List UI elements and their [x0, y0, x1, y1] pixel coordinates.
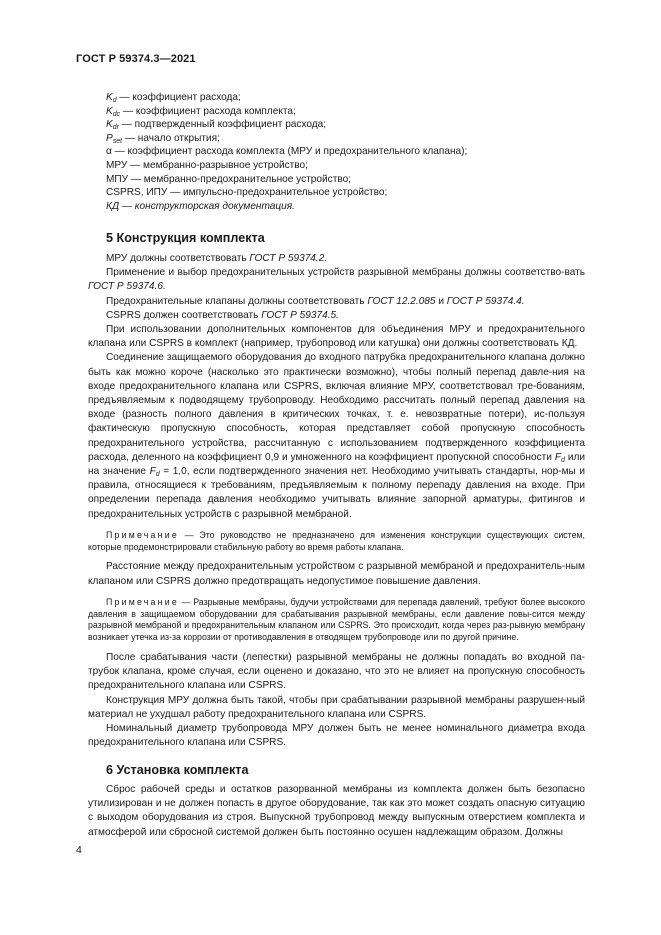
definition-item: $K_d$ — коэффициент расхода; — [106, 92, 241, 104]
section-5-title: 5 Конструкция комплекта — [106, 231, 265, 245]
paragraph: Расстояние между предохранительным устройством с разрывной мембраной и предохранитель-ным клапаном или CSPRS должно предотвращать недопустимое повышение давления. — [88, 561, 585, 587]
paragraph: Сброс рабочей среды и остатков разорванной мембраны из комплекта должен быть безопасно утилизирован и не должен попасть в другое оборудование, так как это может создать опасную ситуацию с выходом оборудования из строя. Выпускной трубопровод между выпускным отверстием комплекта и атмосферой или сбросной системой должен быть постоянно осушен надлежащим образом. Должны — [88, 784, 585, 838]
section-5-body — [88, 252, 585, 750]
paragraph: CSPRS должен соответствовать ГОСТ Р 59374.5. — [106, 309, 339, 321]
paragraph: Предохранительные клапаны должны соответствовать ГОСТ 12.2.085 и ГОСТ Р 59374.4. — [106, 295, 525, 307]
standard-reference: ГОСТ Р 59374.6. — [88, 281, 166, 293]
definition-item: CSPRS, ИПУ — импульсно-предохранительное устройство; — [106, 187, 388, 199]
definition-item: $K_{dc}$ — коэффициент расхода комплекта; — [106, 105, 296, 118]
standard-reference: ГОСТ Р 59374.2. — [249, 253, 328, 264]
definition-item: $K_{dr}$ — подтвержденный коэффициент расхода; — [106, 119, 327, 132]
paragraph: Соединение защищаемого оборудования до входного патрубка предохранительного клапана должно быть как можно короче (насколько это практически возможно), чтобы полный перепад давле-ния на входе предохранительного клапана или CSPRS, включая влияние МРУ, соответствовал тре-бованиям, предъявляемым к подводящему трубопроводу. Необходимо рассчитать полный перепад давления на входе (разность полного давления в критических точках, т. е. невозвратные потери), ис-пользуя фактическую пропускную способность, которая представляет собой пропускную способность предохранительного устройства, рассчитанную с использованием подтвержденного коэффициента расхода, деленного на коэффициент 0,9 и умноженного на коэффициент пропускной способности $F_d$ или на значение $F_d = 1,0$, если подтвержденного значения нет. Необходимо учитывать стандарты, нор-мы и правила, относящиеся к требованиям, предъявляемым к полному перепаду давления на входе. При определении перепада давления необходимо учитывать влияние запорной арматуры, фитингов и предохранительных устройств с разрывной мембраной. — [88, 352, 586, 520]
paragraph: При использовании дополнительных компонентов для объединения МРУ и предохранительного клапана или CSPRS в комплект (например, трубопровод или катушка) они должны соответствовать КД. — [88, 324, 585, 350]
standard-reference: ГОСТ Р 59374.5. — [261, 309, 339, 321]
paragraph: Конструкция МРУ должна быть такой, чтобы при срабатывании разрывной мембраны разрушен-ный материал не ухудшал работу предохранительного клапана или CSPRS. — [88, 694, 585, 720]
definitions-list — [106, 91, 586, 213]
standard-reference: ГОСТ 12.2.085 — [367, 295, 436, 307]
standard-header: ГОСТ Р 59374.3—2021 — [76, 53, 196, 65]
note: Примечание — Разрывные мембраны, будучи устройствами для перепада давлений, требуют более высокого давления в защищаемом оборудовании для срабатывания разрывной мембраны, если давление повы-сится между разрывной мембраной и предохранительным клапаном или CSPRS. Это происходит, когда через раз-рывную мембрану возникает утечка из-за коррозии от противодавления в отводящем трубопроводе или по другой причине. — [88, 596, 585, 643]
definition-item: α — коэффициент расхода комплекта (МРУ и предохранительного клапана); — [106, 146, 468, 158]
note: Примечание — Это руководство не предназначено для изменения конструкции существующих систем, которые продемонстрировали стабильную работу во время работы клапана. — [88, 529, 585, 552]
paragraph: Номинальный диаметр трубопровода МРУ должен быть не менее номинального диаметра входа предохранительного клапана или CSPRS. — [88, 723, 585, 749]
paragraph: Применение и выбор предохранительных устройств разрывной мембраны должны соответство-вать ГОСТ Р 59374.6. — [88, 267, 585, 293]
definition-item: МРУ — мембранно-разрывное устройство; — [106, 159, 308, 171]
definition-item: $P_{set}$ — начало открытия; — [106, 132, 220, 145]
definition-item: МПУ — мембранно-предохранительное устройство; — [106, 173, 351, 185]
page-number: 4 — [76, 844, 82, 856]
section-6-title: 6 Установка комплекта — [106, 763, 249, 777]
paragraph: После срабатывания части (лепестки) разрывной мембраны не должны попадать во входной па-трубок клапана, кроме случая, если оценено и доказано, что это не влияет на пропускную способность предохранительного клапана или CSPRS. — [88, 652, 585, 692]
definition-item: КД — конструкторская документация. — [106, 200, 295, 212]
standard-reference: ГОСТ Р 59374.4. — [446, 295, 525, 307]
section-6-body — [88, 783, 585, 840]
paragraph: МРУ должны соответствовать ГОСТ Р 59374.2. — [106, 253, 328, 264]
